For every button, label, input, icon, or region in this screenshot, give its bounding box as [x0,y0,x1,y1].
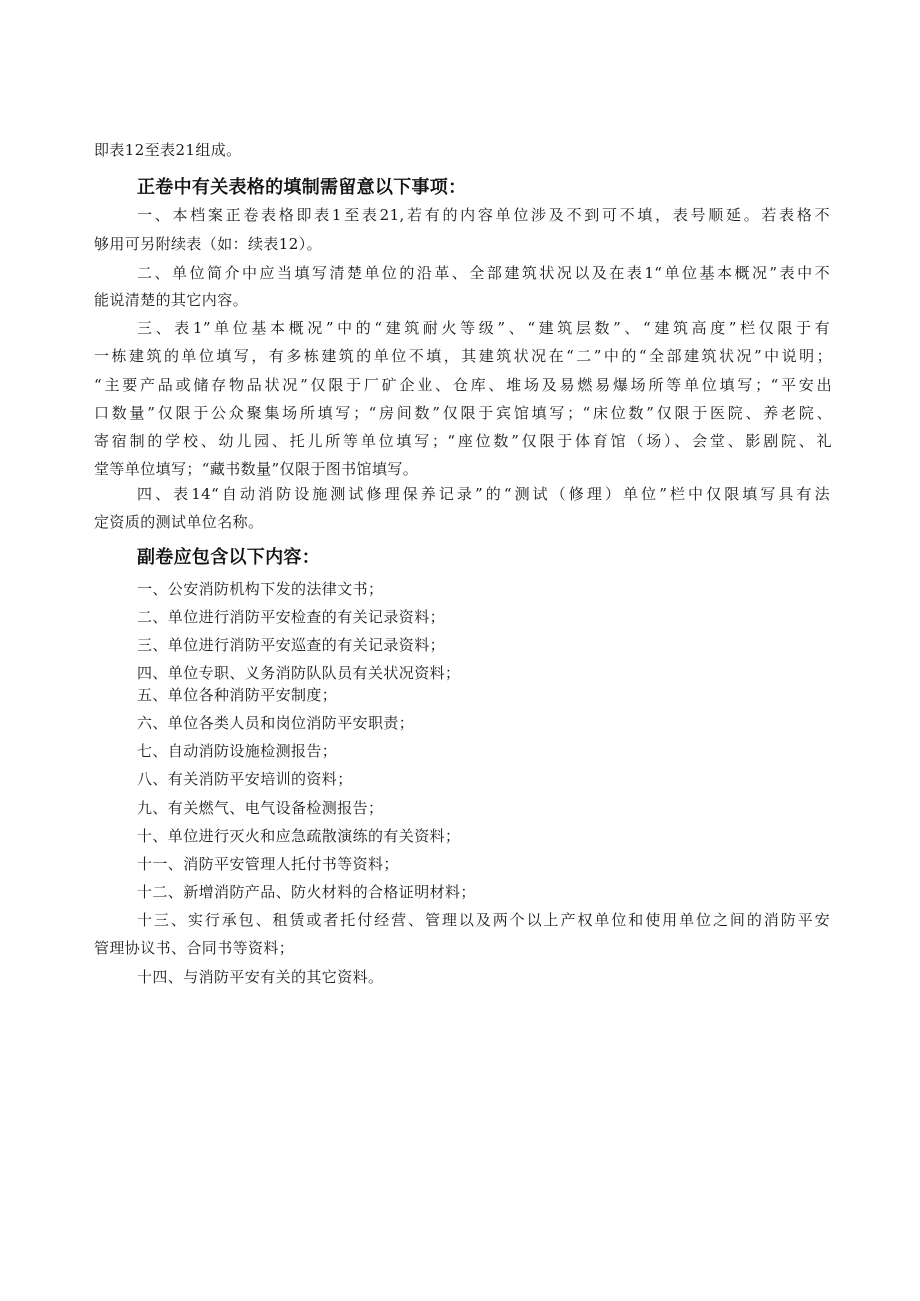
list-item: 十、单位进行灭火和应急疏散演练的有关资料； [137,827,461,845]
list-item: 十一、消防平安管理人托付书等资料； [137,855,399,873]
section1-line: “主要产品或储存物品状况”仅限于厂矿企业、仓库、堆场及易燃易爆场所等单位填写；“平安出 [94,376,832,394]
list-item: 三、单位进行消防平安巡查的有关记录资料； [137,636,446,654]
section1-line: 口数量”仅限于公众聚集场所填写；“房间数”仅限于宾馆填写；“床位数”仅限于医院、养老院、 [94,404,832,422]
list-item: 一、公安消防机构下发的法律文书； [137,580,384,598]
section1-line: 一、本档案正卷表格即表1至表21,若有的内容单位涉及不到可不填，表号顺延。若表格不 [137,206,830,224]
section2-heading: 副卷应包含以下内容： [137,547,320,568]
list-item: 二、单位进行消防平安检查的有关记录资料； [137,608,446,626]
section1-line: 四、表14“自动消防设施测试修理保养记录”的“测试（修理）单位”栏中仅限填写具有法 [137,485,830,503]
section1-line: 能说清楚的其它内容。 [94,291,249,309]
intro-line: 即表12至表21组成。 [94,141,242,159]
list-item: 七、自动消防设施检测报告； [137,742,338,760]
list-item: 九、有关燃气、电气设备检测报告； [137,799,384,817]
section1-line: 一栋建筑的单位填写，有多栋建筑的单位不填，其建筑状况在“二”中的“全部建筑状况”中说明； [94,347,832,365]
list-item: 管理协议书、合同书等资料； [94,939,295,957]
list-item: 六、单位各类人员和岗位消防平安职责； [137,714,415,732]
section1-line: 堂等单位填写；“藏书数量”仅限于图书馆填写。 [94,460,419,478]
list-item: 十四、与消防平安有关的其它资料。 [137,968,384,986]
section1-line: 够用可另附续表（如：续表12）。 [94,235,322,253]
section1-heading: 正卷中有关表格的填制需留意以下事项： [137,177,467,198]
section1-line: 三、表1”单位基本概况”中的“建筑耐火等级”、“建筑层数”、“建筑高度”栏仅限于有 [137,319,830,337]
section1-line: 寄宿制的学校、幼儿园、托儿所等单位填写；“座位数”仅限于体育馆（场）、会堂、影剧院、礼 [94,432,832,450]
section1-line: 定资质的测试单位名称。 [94,513,264,531]
list-item: 十三、实行承包、租赁或者托付经营、管理以及两个以上产权单位和使用单位之间的消防平安 [137,911,830,929]
section1-line: 二、单位简介中应当填写清楚单位的沿革、全部建筑状况以及在表1“单位基本概况”表中不 [137,264,830,282]
list-item: 八、有关消防平安培训的资料； [137,770,353,788]
list-item: 五、单位各种消防平安制度； [137,686,338,704]
list-item: 四、单位专职、义务消防队队员有关状况资料； [137,664,461,682]
list-item: 十二、新增消防产品、防火材料的合格证明材料； [137,883,476,901]
